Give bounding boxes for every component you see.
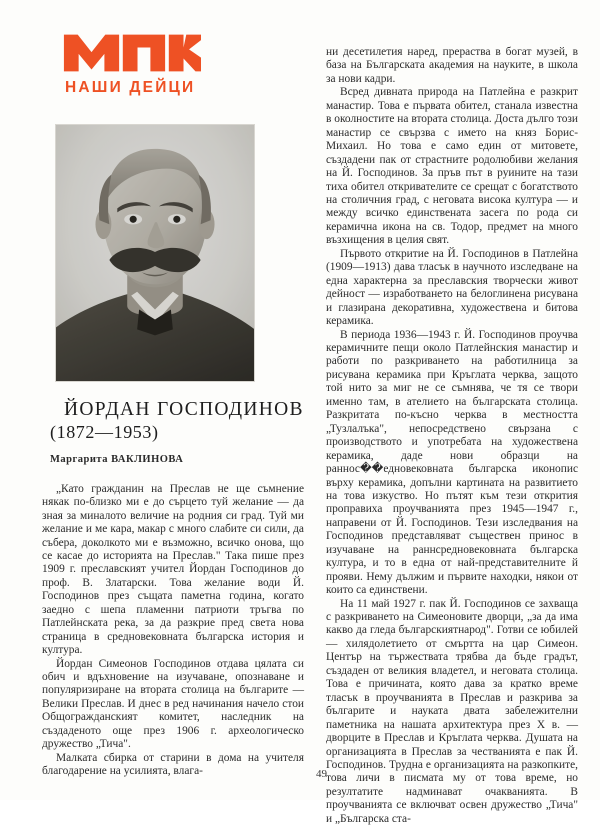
left-column (42, 30, 304, 779)
mpk-logo-icon (62, 30, 202, 76)
article-header (42, 398, 304, 465)
masthead (62, 30, 262, 112)
paragraph: Йордан Симеонов Господинов отдава цялата си обич и вдъхновение на изучаване, опознаване и популяризиране на втората столица на българите — Велики Преслав. И днес в ред начинания начело стои Общогражданският комитет, наследник на създаденото още през 1906 г. археологическо дружество „Тича". (42, 657, 304, 751)
page-title: ЙОРДАН ГОСПОДИНОВ (64, 399, 304, 420)
page-number: 49 (316, 768, 327, 780)
article-author: Маргарита ВАКЛИНОВА (50, 453, 184, 465)
article-dates: (1872—1953) (50, 422, 159, 442)
right-column (326, 46, 578, 826)
paragraph: „Като гражданин на Преслав не ще съмнение някак по-близко ми е до сърцето туй желание — да зная за миналото величие на родния си град. Туй ми желание и ме кара, макар с много слабите си сили, да събера, доколкото ми е възможно, всичко онова, що се касае до историята на Преслав." Така пише през 1909 г. преславският учител Йордан Господинов до проф. В. Златарски. Това желание води Й. Господинов през същата паметна година, когато заедно с шепа пламенни патриоти тръгва по Патлейнската река, за да разкрие пред света нова страница в средновековната българска история и култура. (42, 482, 304, 657)
masthead-subtitle: НАШИ ДЕЙЦИ (65, 79, 196, 96)
paragraph: Малката сбирка от старини в дома на учителя благодарение на усилията, влага- (42, 751, 304, 778)
paragraph: ни десетилетия наред, прераства в богат музей, в база на Българската академия на науките, в школа за нови кадри. (326, 46, 578, 85)
left-column-body (42, 483, 304, 779)
portrait-photo (55, 124, 255, 382)
paragraph: Всред дивната природа на Патлейна е разкрит манастир. Това е първата обител, станала известна в околностите на втората столица. Доста дълго този манастир се свързва с името на княз Борис-Михаил. Но това е само един от митовете, създадени пак от страстните родолюбиви желания на Й. Господинов. За пръв път в руините на тази тиха обител откривателите се срещат с богатството на столичния град, с неговата висока култура — и между всичко единствената засега по рода си керамична икона на св. Тодор, предмет на много възхищения в целия свят. (326, 86, 578, 247)
paragraph: Първото откритие на Й. Господинов в Патлейна (1909—1913) дава тласък в научното изследване на една характерна за преславския творчески живот дейност — изработването на белоглинена рисувана и глазирана декоративна, художествена и битова керамика. (326, 247, 578, 328)
paragraph: В периода 1936—1943 г. Й. Господинов проучва керамичните пещи около Патлейнския манастир и работи по разкриването на работилница за рисувана керамика при Кръглата черква, защото той нито за миг не се съмнява, че тя се твори именно там, в ателието на българската столица. Разкритата по-късно черква в местността „Тузлалъка", непосредствено свързана с производството и употребата на художествена керамика, даде нови образци на раннос��едновековната българска иконопис върху керамика, допълни картината на развитието на това изкуство. Но пътят към тези открития проправиха проучванията през 1945—1947 г., направени от Й. Господинов. Тези изследвания на Господинов представляват съществен принос в изучаване на раннсредновековната българска култура, и то в една от най-представителните й прояви. Нему дължим и първите находки, някои от които са единствени. (326, 328, 578, 597)
paragraph: На 11 май 1927 г. пак Й. Господинов се захваща с разкриването на Симеоновите дворци, „за да има какво да гледа българскиятнарод". Готви се юбилей — хилядолетието от смъртта на цар Симеон. Център на тържествата трябва да бъде градът, създаден от великия владетел, и неговата столица. Това е причината, която дава за кратко време тласък в проучванията в Преслав и разкрива за българите и науката двата забележителни паметника на нашата архитектура през X в. — дворците в Преслав и Кръглата черква. Душата на организацията в Преслав за честванията е пак Й. Господинов. Трудна е организацията на разкопките, това личи в писмата му от това време, но резултатите надминават очакванията. В проучванията се включват освен дружество „Тича" и „Българска ста- (326, 597, 578, 825)
right-column-body (326, 46, 578, 826)
